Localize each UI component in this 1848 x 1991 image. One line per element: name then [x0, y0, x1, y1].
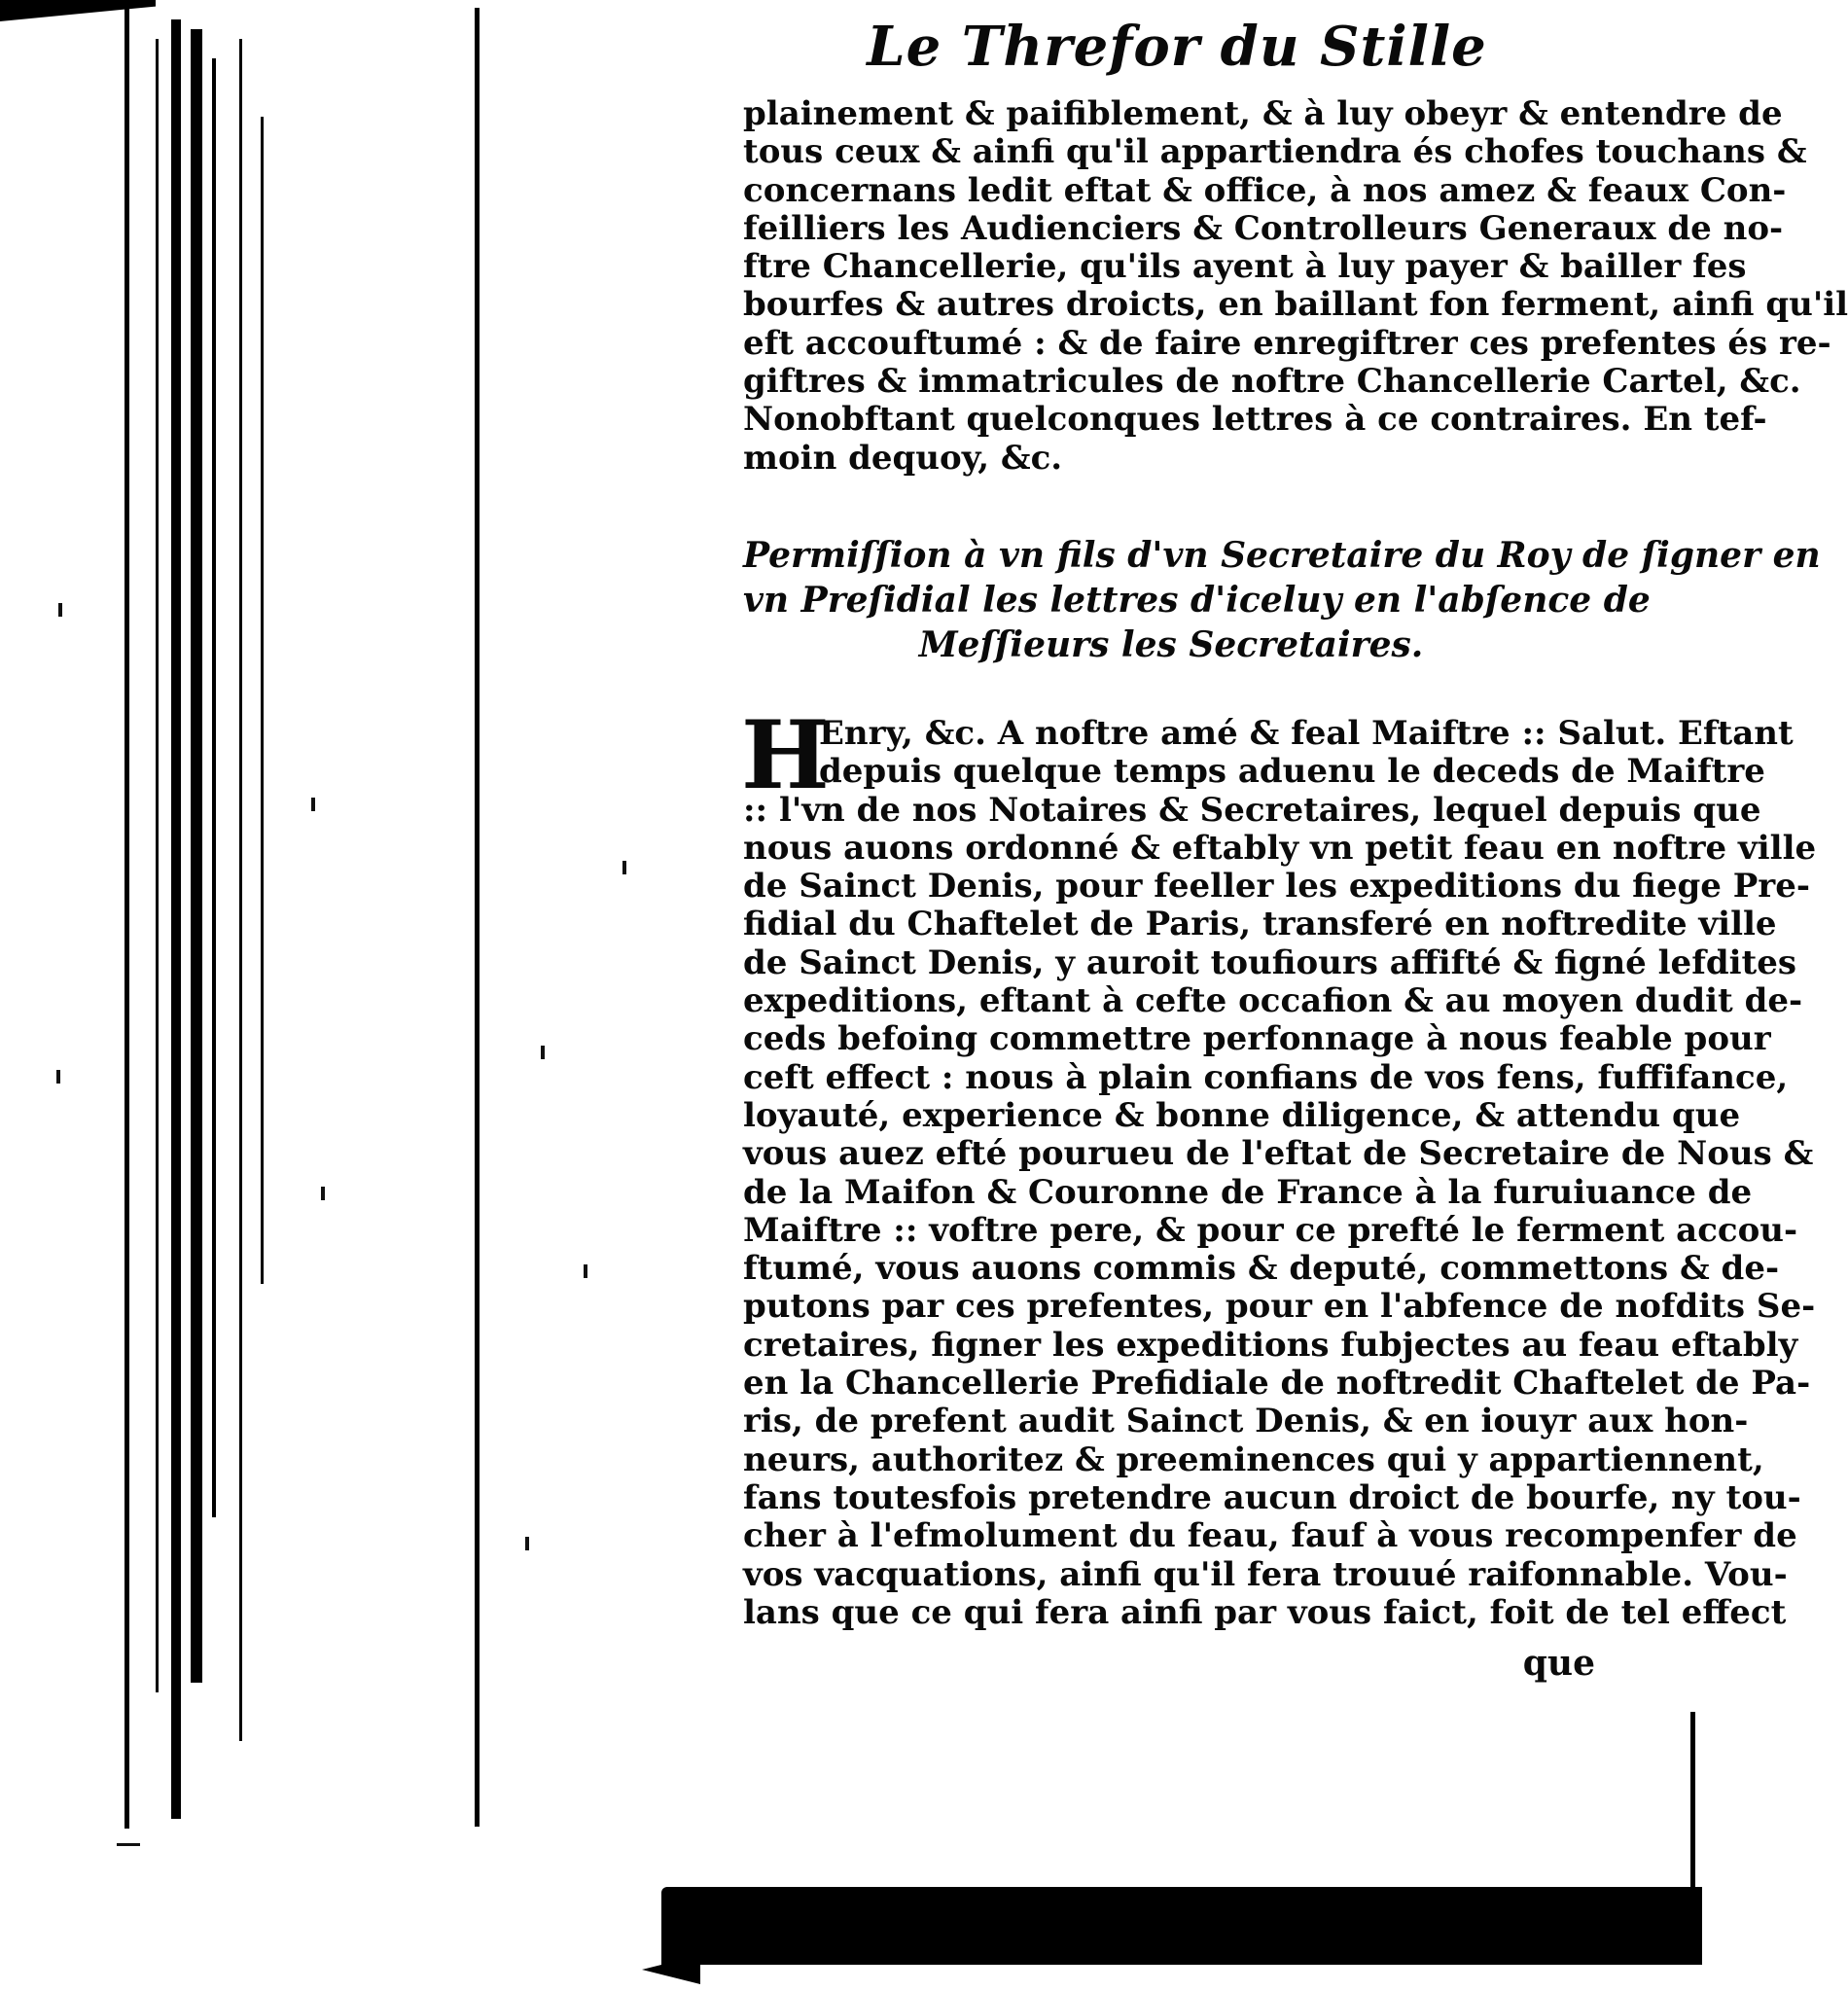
- scan-speck: [321, 1187, 325, 1200]
- scan-speck: [56, 1070, 60, 1084]
- text-line: feilliers les Audienciers & Controlleurs Generaux de no-: [743, 208, 1784, 248]
- text-line: vous auez efté pourueu de l'eftat de Secretaire de Nous &: [743, 1134, 1814, 1174]
- text-line: neurs, authoritez & preeminences qui y appartiennent,: [743, 1440, 1764, 1479]
- continuation-paragraph: [743, 94, 1848, 478]
- text-line: de Sainct Denis, pour feeller les expeditions du fiege Pre-: [743, 867, 1810, 907]
- binding-gutter-line: [212, 58, 216, 1517]
- text-line: loyauté, experience & bonne diligence, & attendu que: [743, 1095, 1741, 1135]
- letter-body: [741, 700, 1817, 1632]
- running-head: Le Threfor du Stille: [867, 15, 1487, 79]
- text-line: ceds befoing commettre perfonnage à nous feable pour: [743, 1019, 1771, 1059]
- text-line: cretaires, figner les expeditions fubjectes au feau eftably: [743, 1325, 1798, 1365]
- scan-speck: [622, 861, 626, 874]
- catchword: que: [1522, 1643, 1595, 1684]
- binding-gutter-line: [261, 117, 264, 1284]
- text-line: moin dequoy, &c.: [743, 438, 1063, 478]
- heading-line: Permiſſion à vn fils d'vn Secretaire du Roy de ſigner en: [743, 535, 1821, 576]
- text-line: nous auons ordonné & eftably vn petit feau en noftre ville: [743, 828, 1817, 868]
- text-line: fans toutesfois pretendre aucun droict de bourfe, ny tou-: [743, 1477, 1801, 1517]
- text-line: de la Maifon & Couronne de France à la furuiuance de: [743, 1172, 1753, 1212]
- binding-gutter-line: [475, 8, 480, 1827]
- text-line: ftumé, vous auons commis & deputé, commettons & de-: [743, 1249, 1780, 1289]
- scan-speck: [311, 798, 315, 811]
- text-line: ceft effect : nous à plain confians de vos fens, fuffifance,: [743, 1057, 1789, 1097]
- binding-gutter-line: [239, 39, 242, 1741]
- text-line: giftres & immatricules de noftre Chancellerie Cartel, &c.: [743, 362, 1801, 402]
- text-line: tous ceux & ainfi qu'il appartiendra és chofes touchans &: [743, 132, 1807, 172]
- text-line: depuis quelque temps aduenu le deceds de Maiftre: [819, 752, 1765, 792]
- text-line: Maiftre :: voftre pere, & pour ce prefté le ferment accou-: [743, 1210, 1798, 1250]
- scan-speck: [58, 603, 62, 617]
- scan-speck: [541, 1046, 545, 1059]
- text-line: en la Chancellerie Prefidiale de noftredit Chaftelet de Pa-: [743, 1364, 1811, 1404]
- text-line: putons par ces prefentes, pour en l'abfence de nofdits Se-: [743, 1287, 1816, 1327]
- text-line: de Sainct Denis, y auroit toufiours affifté & figné lefdites: [743, 942, 1796, 982]
- text-line: ftre Chancellerie, qu'ils ayent à luy payer & bailler fes: [743, 247, 1747, 287]
- binding-gutter-line: [156, 39, 159, 1692]
- section-heading: [743, 533, 1821, 667]
- scan-corner-shadow: [0, 0, 156, 21]
- text-line: Enry, &c. A noftre amé & feal Maiftre :: Salut. Eftant: [819, 714, 1794, 753]
- text-line: cher à l'efmolument du feau, fauf à vous recompenfer de: [743, 1516, 1797, 1556]
- heading-line: vn Preſidial les lettres d'iceluy en l'abſence de: [743, 580, 1651, 621]
- binding-gutter-line: [191, 29, 202, 1683]
- text-line: Nonobftant quelconques lettres à ce contraires. En tef-: [743, 400, 1767, 440]
- text-line: plainement & paifiblement, & à luy obeyr & entendre de: [743, 94, 1783, 133]
- scan-speck: [117, 1843, 140, 1846]
- text-line: ris, de prefent audit Sainct Denis, & en iouyr aux hon-: [743, 1402, 1749, 1441]
- text-line: fidial du Chaftelet de Paris, transferé en noftredite ville: [743, 905, 1777, 944]
- text-line: :: l'vn de nos Notaires & Secretaires, lequel depuis que: [743, 790, 1761, 830]
- drop-cap: H: [741, 700, 830, 810]
- heading-line: Meſſieurs les Secretaires.: [918, 624, 1424, 665]
- text-line: expeditions, eftant à cefte occafion & au moyen dudit de-: [743, 981, 1803, 1021]
- scan-bottom-shadow: [661, 1887, 1702, 1965]
- text-line: eft accouftumé : & de faire enregiftrer ces prefentes és re-: [743, 323, 1831, 363]
- scan-speck: [584, 1264, 587, 1278]
- scan-speck: [525, 1537, 529, 1550]
- binding-gutter-line: [171, 19, 181, 1819]
- text-line: vos vacquations, ainfi qu'il fera trouué raifonnable. Vou-: [743, 1554, 1788, 1594]
- text-line: lans que ce qui fera ainfi par vous faict, foit de tel effect: [743, 1592, 1787, 1632]
- text-line: concernans ledit eftat & office, à nos amez & feaux Con-: [743, 170, 1787, 210]
- text-line: bourfes & autres droicts, en baillant fon ferment, ainfi qu'il: [743, 285, 1848, 325]
- binding-gutter-line: [124, 0, 129, 1829]
